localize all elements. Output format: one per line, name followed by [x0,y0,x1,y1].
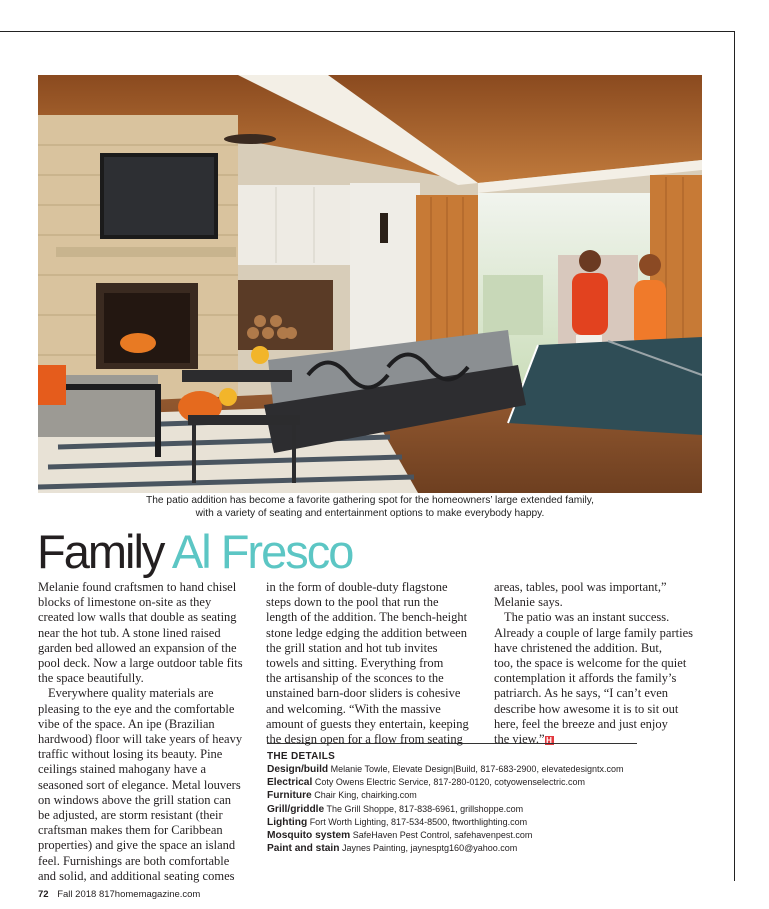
body-line: have christened the addition. But, [494,640,663,655]
details-label: Design/build [267,764,329,775]
body-line: be adjusted, are storm resistant (their [38,808,223,823]
issue-date: Fall 2018 [57,889,97,900]
details-text: Jaynes Painting, jaynesptg160@yahoo.com [341,843,518,854]
body-line: length of the addition. The bench-height [266,610,468,625]
body-line: seasoned sort of elegance. Metal louvers [38,777,241,792]
body-line: near the hot tub. A stone lined raised [38,625,221,640]
details-row [267,789,637,802]
details-label: Grill/griddle [267,803,325,815]
body-line: patriarch. As he says, “I can’t even [494,686,669,701]
patio-photo [38,75,702,493]
body-line: the grill station and hot tub invites [266,640,438,655]
details-row [267,829,637,842]
photo-caption [38,494,702,520]
body-column-2 [266,580,481,747]
details-text: Melanie Towle, Elevate Design|Build, 817-683-2900, elevatedesigntx.com [330,764,624,774]
end-mark-icon: H [546,736,552,746]
details-text: SafeHaven Pest Control, safehavenpest.com [352,830,533,841]
headline [37,524,352,580]
body-line: craftsman makes them for Caribbean [38,823,223,838]
body-line: hardwood) floor will take years of heavy [38,732,243,747]
body-line: unstained barn-door sliders is cohesive [266,686,461,701]
body-line: stone ledge edging the addition between [266,625,467,640]
body-line: towels and sitting. Everything from [266,656,444,671]
details-row [267,776,637,789]
body-line: pool deck. Now a large outdoor table fits [38,656,243,671]
body-column-1 [38,580,253,884]
body-line: vibe of the space. An ipe (Brazilian [38,716,215,731]
body-line: areas, tables, pool was important,” [494,580,667,594]
body-line: and welcoming. “With the massive [266,701,441,716]
body-line: created low walls that double as seating [38,610,237,625]
magazine-url[interactable]: 817homemagazine.com [98,889,201,900]
caption-line: The patio addition has become a favorite gathering spot for the homeowners’ large extended family, [146,495,594,506]
body-line: describe how awesome it is to sit out [494,701,679,716]
page-number: 72 [38,889,49,900]
body-line: too, the space is welcome for the quiet [494,656,687,671]
body-line: the artisanship of the sconces to the [266,671,444,686]
details-title: THE DETAILS [267,751,336,762]
body-line: here, feel the breeze and just enjoy [494,716,668,731]
body-column-3 [494,580,709,747]
body-line: and solid, and additional seating comes [38,868,235,883]
details-row [267,803,637,816]
body-line: the design open for a flow from seating [266,732,463,747]
details-row [267,842,637,855]
body-line: blocks of limestone on-site as they [38,595,212,610]
details-row [267,763,637,776]
body-line: on windows above the grill station can [38,792,232,807]
headline-word-1: Family [37,525,164,578]
body-line: Melanie says. [494,595,563,610]
headline-word-2: Al Fresco [171,525,353,578]
body-line: Everywhere quality materials are [48,686,214,701]
details-label: Paint and stain [267,843,340,855]
page-footer [38,889,200,900]
details-label: Furniture [267,790,312,802]
details-text: Chair King, chairking.com [314,790,417,801]
body-line: in the form of double-duty flagstone [266,580,448,594]
body-line: pleasing to the eye and the comfortable [38,701,235,716]
body-line: The patio was an instant success. [504,610,670,625]
details-label: Mosquito system [267,830,351,842]
details-text: The Grill Shoppe, 817-838-6961, grillshoppe.com [326,803,524,814]
details-box [267,743,637,855]
body-line-text: the view.” [494,732,545,747]
body-line: garden bed allowed an expansion of the [38,640,237,655]
body-line: contemplation it affords the family’s [494,671,677,686]
body-line: feel. Furnishings are both comfortable [38,853,230,868]
body-line: properties) and give the space an island [38,838,236,853]
details-label: Electrical [267,777,313,789]
details-text: Fort Worth Lighting, 817-534-8500, ftworthlighting.com [309,816,528,827]
body-line: steps down to the pool that run the [266,595,439,610]
details-label: Lighting [267,816,308,828]
body-line: ceilings stained mahogany have a [38,762,206,777]
details-row [267,816,637,829]
body-line: amount of guests they entertain, keeping [266,716,469,731]
body-line: traffic without losing its beauty. Pine [38,747,223,762]
body-line: Melanie found craftsmen to hand chisel [38,580,237,594]
caption-line: with a variety of seating and entertainment options to make everybody happy. [195,508,545,519]
details-text: Coty Owens Electric Service, 817-280-0120, cotyowenselectric.com [314,777,585,788]
body-line: the space beautifully. [38,671,144,686]
body-line: Already a couple of large family parties [494,625,693,640]
